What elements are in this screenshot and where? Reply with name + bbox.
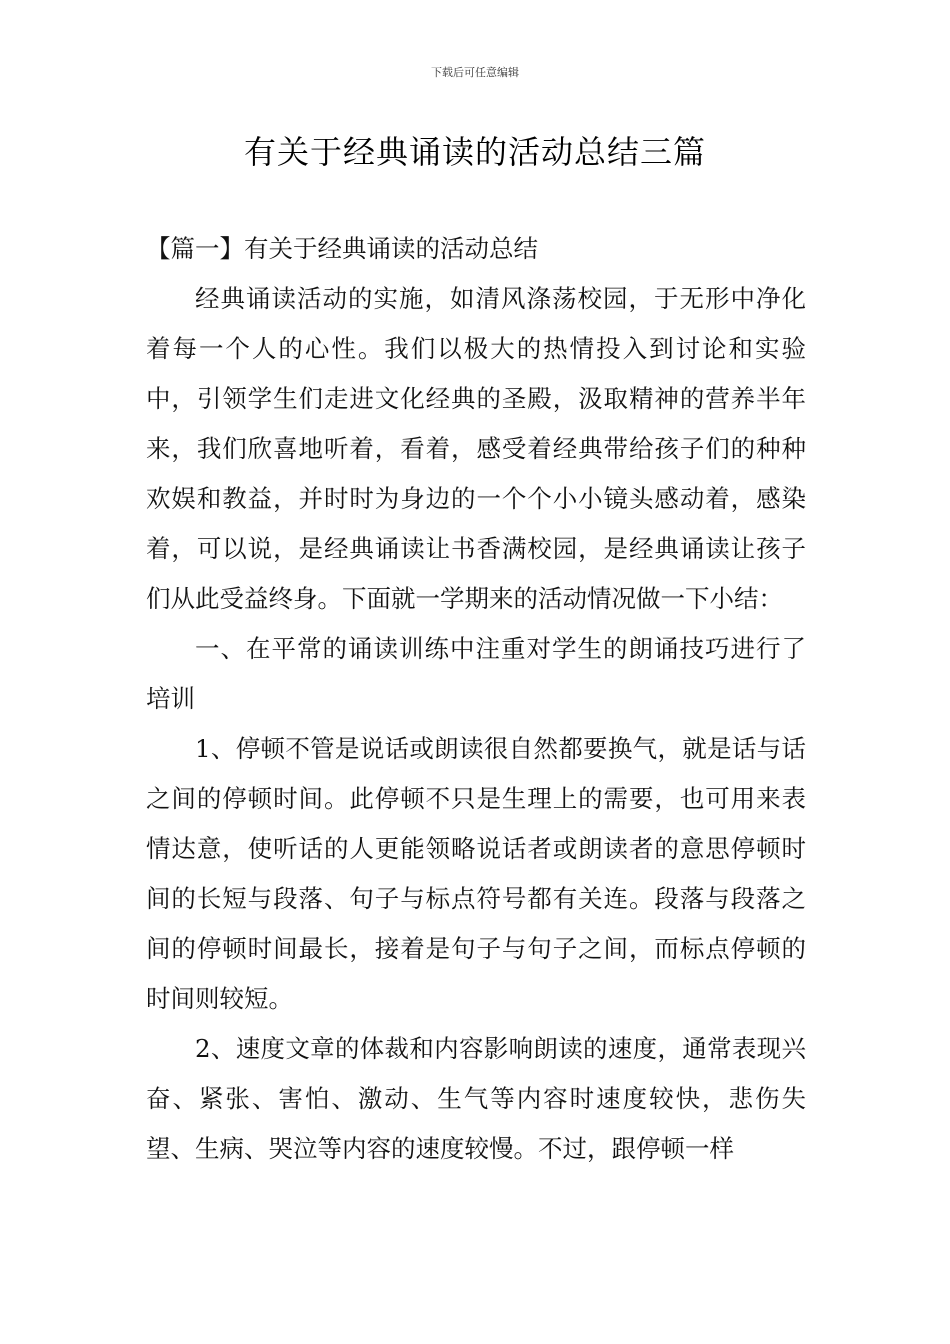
section-heading: 【篇一】有关于经典诵读的活动总结 — [146, 234, 538, 263]
paragraph-pause: 1、停顿不管是说话或朗读很自然都要换气，就是话与话之间的停顿时间。此停顿不只是生理上的需要，也可用来表情达意，使听话的人更能领略说话者或朗读者的意思停顿时间的长短与段落、句子与标点符号都有关连。段落与段落之间的停顿时间最长，接着是句子与句子之间，而标点停顿的时间则较短。 — [146, 734, 806, 1013]
paragraph-point-one: 一、在平常的诵读训练中注重对学生的朗诵技巧进行了培训 — [146, 634, 806, 713]
header-note: 下载后可任意编辑 — [431, 66, 519, 79]
paragraph-intro: 经典诵读活动的实施，如清风涤荡校园，于无形中净化着每一个人的心性。我们以极大的热情投入到讨论和实验中，引领学生们走进文化经典的圣殿，汲取精神的营养半年来，我们欣喜地听着，看着，感受着经典带给孩子们的种种欢娱和教益，并时时为身边的一个个小小镜头感动着，感染着，可以说，是经典诵读让书香满校园，是经典诵读让孩子们从此受益终身。下面就一学期来的活动情况做一下小结： — [146, 284, 806, 613]
paragraph-speed: 2、速度文章的体裁和内容影响朗读的速度，通常表现兴奋、紧张、害怕、激动、生气等内容时速度较快，悲伤失望、生病、哭泣等内容的速度较慢。不过，跟停顿一样 — [146, 1034, 806, 1163]
document-body — [146, 224, 806, 1174]
document-title: 有关于经典诵读的活动总结三篇 — [243, 133, 706, 171]
